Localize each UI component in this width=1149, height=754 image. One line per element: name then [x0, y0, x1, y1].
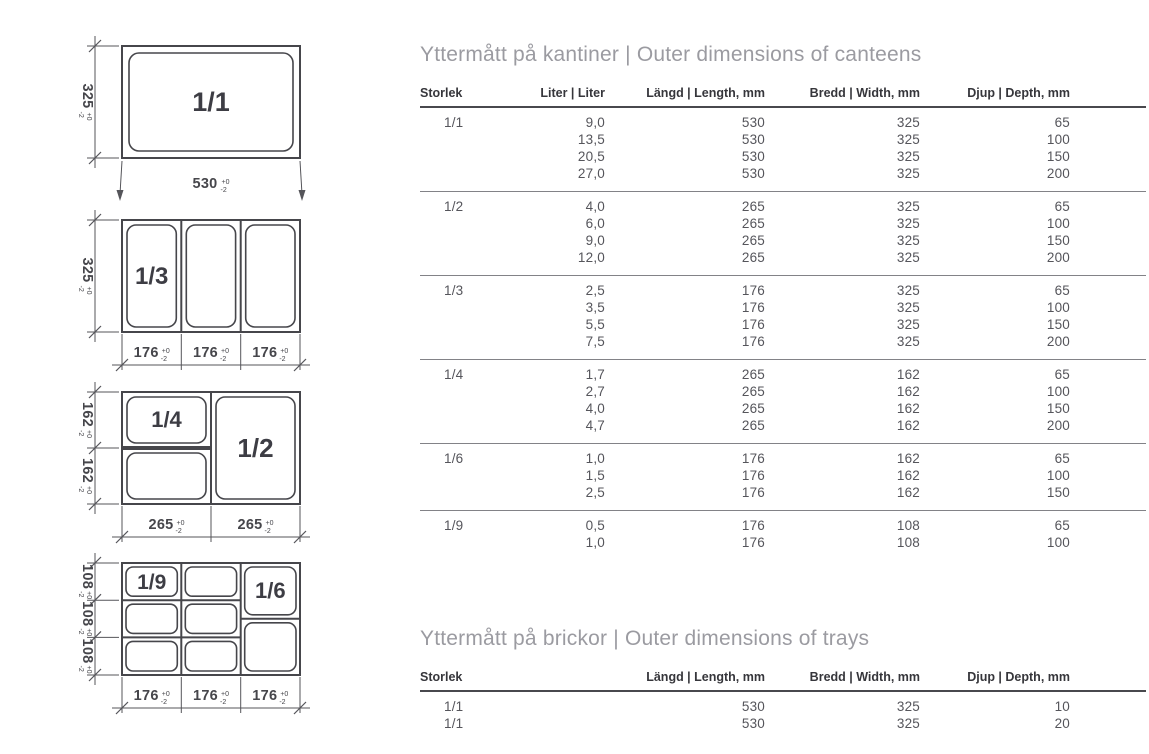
dim-width-label: 176 $^{+0}$ -2: [192, 345, 230, 363]
value-cell: 4,7: [585, 418, 605, 433]
diagram-gn-1-3: [62, 204, 322, 376]
diagram-gn-1-1-drawing: [62, 30, 322, 208]
table-row: [420, 316, 1146, 333]
value-cell: 325: [896, 233, 920, 248]
table-group: [420, 511, 1146, 560]
table-group: [420, 444, 1146, 511]
value-cell: 265: [741, 233, 765, 248]
value-cell: 530: [741, 149, 765, 164]
value-cell: 325: [896, 199, 920, 214]
table-row: [420, 698, 1146, 715]
value-cell: 1,0: [585, 451, 605, 466]
value-cell: 530: [741, 716, 765, 731]
table-row: [420, 299, 1146, 316]
size-cell: [420, 215, 530, 232]
value-cell: 100: [1046, 384, 1070, 399]
value-cell: 100: [1046, 468, 1070, 483]
size-cell: 1/1: [444, 699, 464, 714]
dim-width-label: 176 $^{+0}$ -2: [133, 345, 170, 363]
value-cell: 530: [741, 115, 765, 130]
value-cell: 162: [896, 485, 920, 500]
column-header: Liter | Liter: [540, 86, 605, 100]
value-cell: 325: [896, 716, 920, 731]
value-cell: 325: [896, 699, 920, 714]
table-row: [420, 333, 1146, 350]
value-cell: 325: [896, 132, 920, 147]
table-row: [420, 165, 1146, 182]
dim-width-label: 530 $^{+0}$ -2: [192, 176, 230, 194]
size-cell: [420, 383, 530, 400]
column-header: Storlek: [420, 670, 463, 684]
value-cell: 150: [1046, 149, 1070, 164]
table-row: [420, 366, 1146, 383]
value-cell: 100: [1046, 300, 1070, 315]
trays-body: [420, 692, 1146, 741]
value-cell: 100: [1046, 535, 1070, 550]
value-cell: 150: [1046, 485, 1070, 500]
dim-height-label: $108^{+0}-2$: [77, 564, 95, 600]
value-cell: 6,0: [585, 216, 605, 231]
table-row: [420, 715, 1146, 732]
size-cell: [420, 165, 530, 182]
value-cell: 1,7: [585, 367, 605, 382]
value-cell: 325: [896, 216, 920, 231]
value-cell: 162: [896, 451, 920, 466]
table-group: [420, 276, 1146, 360]
value-cell: 1,5: [585, 468, 605, 483]
pan-size-label: 1/3: [135, 263, 169, 290]
canteens-header-row: [420, 86, 1146, 108]
value-cell: 162: [896, 401, 920, 416]
pan-size-label: 1/2: [237, 433, 274, 463]
dim-height-label: $162^{+0}-2$: [77, 401, 95, 439]
value-cell: 530: [741, 132, 765, 147]
value-cell: 5,5: [585, 317, 605, 332]
value-cell: 162: [896, 468, 920, 483]
table-row: [420, 484, 1146, 501]
diagram-gn-1-1: [62, 30, 322, 208]
value-cell: 1,0: [585, 535, 605, 550]
value-cell: 176: [741, 518, 765, 533]
value-cell: 108: [896, 535, 920, 550]
value-cell: 100: [1046, 216, 1070, 231]
table-row: [420, 232, 1146, 249]
table-row: [420, 400, 1146, 417]
column-header: Bredd | Width, mm: [809, 86, 920, 100]
pan-size-label: 1/9: [137, 571, 167, 594]
table-row: [420, 148, 1146, 165]
size-cell: [420, 131, 530, 148]
value-cell: 10: [1054, 699, 1070, 714]
value-cell: 325: [896, 334, 920, 349]
value-cell: 12,0: [577, 250, 605, 265]
value-cell: 325: [896, 149, 920, 164]
dim-width-label: 176 $^{+0}$ -2: [133, 688, 170, 706]
value-cell: 108: [896, 518, 920, 533]
dim-height-label: $325^{+0}-2$: [77, 257, 95, 295]
table-row: [420, 534, 1146, 551]
size-cell: 1/1: [444, 115, 464, 130]
value-cell: 65: [1054, 367, 1070, 382]
size-cell: [420, 467, 530, 484]
value-cell: 200: [1046, 250, 1070, 265]
diagram-gn-1-3-drawing: [62, 204, 322, 376]
value-cell: 162: [896, 384, 920, 399]
table-group: [420, 360, 1146, 444]
dim-height-label: $162^{+0}-2$: [77, 457, 95, 495]
table-row: [420, 383, 1146, 400]
canteens-body: [420, 108, 1146, 560]
value-cell: 265: [741, 401, 765, 416]
table-group: [420, 692, 1146, 741]
value-cell: 4,0: [585, 401, 605, 416]
dim-width-label: 265 $^{+0}$ -2: [148, 517, 185, 535]
size-cell: [420, 400, 530, 417]
size-cell: 1/3: [444, 283, 464, 298]
value-cell: 325: [896, 250, 920, 265]
column-header: Storlek: [420, 86, 463, 100]
size-cell: [420, 316, 530, 333]
size-cell: 1/1: [444, 716, 464, 731]
column-header: Bredd | Width, mm: [809, 670, 920, 684]
value-cell: 20: [1054, 716, 1070, 731]
value-cell: 65: [1054, 283, 1070, 298]
value-cell: 176: [741, 334, 765, 349]
value-cell: 265: [741, 384, 765, 399]
size-cell: [420, 417, 530, 434]
size-cell: 1/9: [444, 518, 464, 533]
dim-height-label: $325^{+0}-2$: [77, 83, 95, 121]
size-cell: [420, 333, 530, 350]
value-cell: 162: [896, 367, 920, 382]
dim-height-label: $108^{+0}-2$: [77, 601, 95, 637]
table-group: [420, 108, 1146, 192]
size-cell: [420, 148, 530, 165]
value-cell: 65: [1054, 199, 1070, 214]
size-cell: [420, 249, 530, 266]
value-cell: 3,5: [585, 300, 605, 315]
table-row: [420, 131, 1146, 148]
table-row: [420, 467, 1146, 484]
pan-size-label: 1/6: [255, 578, 286, 603]
value-cell: 265: [741, 250, 765, 265]
table-row: [420, 198, 1146, 215]
value-cell: 65: [1054, 518, 1070, 533]
value-cell: 150: [1046, 233, 1070, 248]
table-group: [420, 192, 1146, 276]
tables-pane: [420, 40, 1146, 741]
size-cell: 1/6: [444, 451, 464, 466]
value-cell: 265: [741, 216, 765, 231]
value-cell: 325: [896, 300, 920, 315]
trays-header-row: [420, 670, 1146, 692]
value-cell: 65: [1054, 451, 1070, 466]
table-row: [420, 114, 1146, 131]
value-cell: 325: [896, 166, 920, 181]
diagram-gn-1-4-1-2: [62, 376, 322, 548]
value-cell: 200: [1046, 166, 1070, 181]
value-cell: 9,0: [585, 115, 605, 130]
table-row: [420, 517, 1146, 534]
size-cell: [420, 484, 530, 501]
value-cell: 2,7: [585, 384, 605, 399]
value-cell: 150: [1046, 317, 1070, 332]
value-cell: 2,5: [585, 485, 605, 500]
dim-height-label: $108^{+0}-2$: [77, 638, 95, 674]
trays-title: Yttermått på brickor | Outer dimensions of trays: [420, 627, 870, 650]
diagram-gn-1-9-1-6: [62, 547, 322, 732]
column-header: Längd | Length, mm: [646, 670, 765, 684]
table-row: [420, 215, 1146, 232]
value-cell: 7,5: [585, 334, 605, 349]
dim-width-label: 176 $^{+0}$ -2: [192, 688, 230, 706]
pan-size-label: 1/1: [192, 87, 230, 117]
column-header: Djup | Depth, mm: [967, 86, 1070, 100]
trays-table: [420, 624, 1146, 741]
value-cell: 2,5: [585, 283, 605, 298]
size-cell: [420, 534, 530, 551]
table-row: [420, 417, 1146, 434]
value-cell: 265: [741, 367, 765, 382]
column-header: Djup | Depth, mm: [967, 670, 1070, 684]
value-cell: 176: [741, 468, 765, 483]
value-cell: 176: [741, 317, 765, 332]
value-cell: 176: [741, 300, 765, 315]
size-cell: [420, 299, 530, 316]
dim-width-label: 176 $^{+0}$ -2: [252, 345, 289, 363]
value-cell: 176: [741, 283, 765, 298]
size-cell: 1/2: [444, 199, 464, 214]
value-cell: 176: [741, 451, 765, 466]
value-cell: 530: [741, 166, 765, 181]
value-cell: 162: [896, 418, 920, 433]
size-cell: 1/4: [444, 367, 464, 382]
value-cell: 27,0: [577, 166, 605, 181]
canteens-table: [420, 40, 1146, 560]
value-cell: 13,5: [577, 132, 605, 147]
value-cell: 4,0: [585, 199, 605, 214]
table-row: [420, 450, 1146, 467]
diagram-gn-1-9-1-6-drawing: [62, 547, 322, 732]
table-row: [420, 249, 1146, 266]
dim-width-label: 176 $^{+0}$ -2: [252, 688, 289, 706]
size-cell: [420, 232, 530, 249]
value-cell: 325: [896, 115, 920, 130]
value-cell: 530: [741, 699, 765, 714]
value-cell: 200: [1046, 418, 1070, 433]
value-cell: 0,5: [585, 518, 605, 533]
value-cell: 265: [741, 418, 765, 433]
pan-size-label: 1/4: [151, 407, 182, 432]
value-cell: 9,0: [585, 233, 605, 248]
value-cell: 325: [896, 283, 920, 298]
value-cell: 265: [741, 199, 765, 214]
value-cell: 325: [896, 317, 920, 332]
value-cell: 176: [741, 485, 765, 500]
value-cell: 100: [1046, 132, 1070, 147]
table-row: [420, 282, 1146, 299]
value-cell: 20,5: [577, 149, 605, 164]
canteens-title: Yttermått på kantiner | Outer dimensions of canteens: [420, 43, 922, 66]
value-cell: 150: [1046, 401, 1070, 416]
value-cell: 176: [741, 535, 765, 550]
value-cell: 200: [1046, 334, 1070, 349]
dim-width-label: 265 $^{+0}$ -2: [237, 517, 274, 535]
value-cell: 65: [1054, 115, 1070, 130]
diagram-gn-1-4-1-2-drawing: [62, 376, 322, 548]
column-header: Längd | Length, mm: [646, 86, 765, 100]
